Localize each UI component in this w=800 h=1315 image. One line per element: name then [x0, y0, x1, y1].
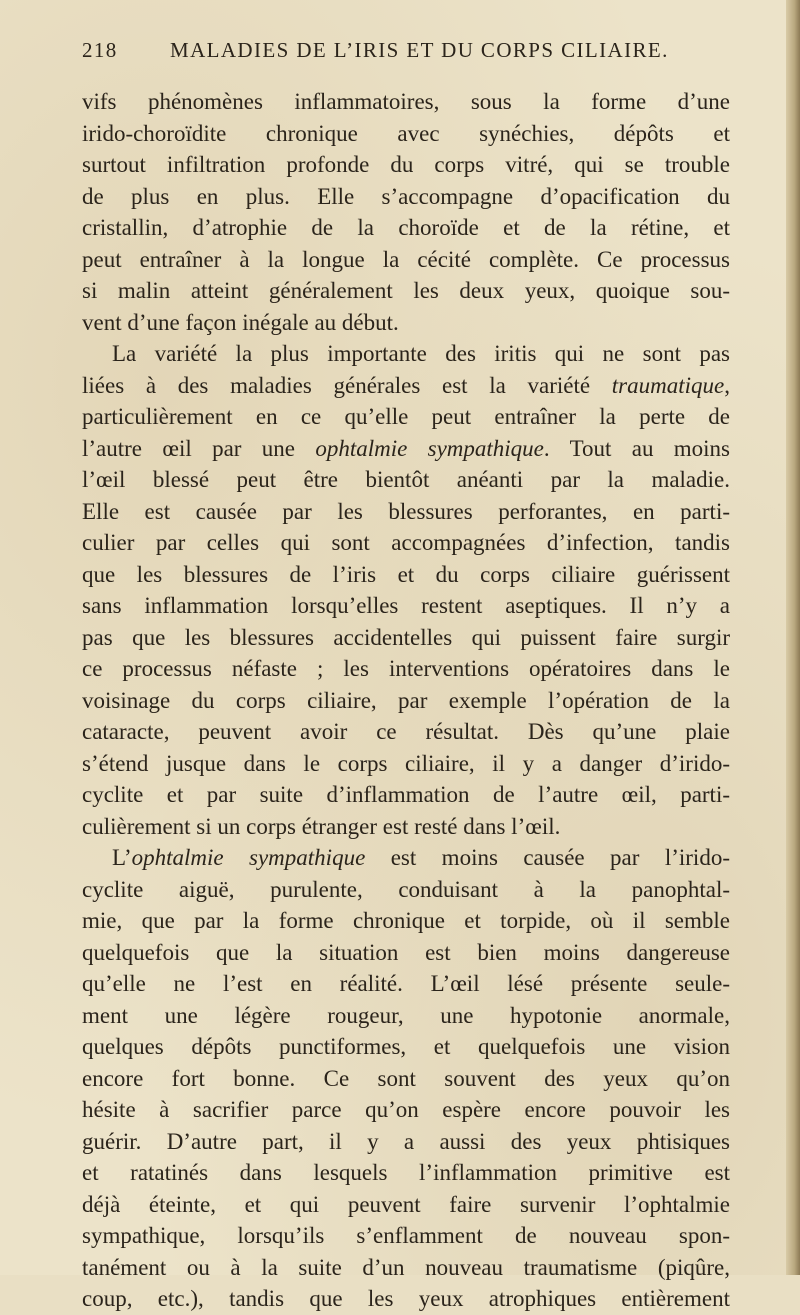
text-line: sans inflammation lorsqu’elles restent aseptiques. Il n’y a	[82, 593, 730, 618]
text-line: si malin atteint généralement les deux yeux, quoique sou-	[82, 278, 730, 303]
text-line: vifs phénomènes inflammatoires, sous la forme d’une	[82, 89, 730, 114]
text-line: irido-choroïdite chronique avec synéchies, dépôts et	[82, 120, 730, 146]
text-line: sympathique, lorsqu’ils s’enflamment de nouveau spon-	[82, 1223, 730, 1248]
text-line: La variété la plus importante des iritis qui ne sont pas	[112, 341, 730, 366]
text-line: l’œil blessé peut être bientôt anéanti par la maladie.	[82, 467, 730, 492]
text-line: voisinage du corps ciliaire, par exemple l’opération de la	[82, 687, 730, 713]
text-line: de plus en plus. Elle s’accompagne d’opacification du	[82, 183, 730, 209]
text-line: encore fort bonne. Ce sont souvent des yeux qu’on	[82, 1065, 730, 1091]
text-line: tanément ou à la suite d’un nouveau traumatisme (piqûre,	[82, 1254, 730, 1280]
text-line: quelquefois que la situation est bien moins dangereuse	[82, 939, 730, 965]
text-line: cyclite aiguë, purulente, conduisant à la panophtal-	[82, 876, 730, 902]
text-line: qu’elle ne l’est en réalité. L’œil lésé présente seule-	[82, 971, 730, 996]
text-line: Elle est causée par les blessures perforantes, en parti-	[82, 498, 730, 524]
text-line: ce processus néfaste ; les interventions opératoires dans le	[82, 656, 730, 681]
text-line: coup, etc.), tandis que les yeux atrophiques entièrement	[82, 1286, 730, 1311]
text-line: vent d’une façon inégale au début.	[82, 309, 399, 335]
text-line: surtout infiltration profonde du corps vitré, qui se trouble	[82, 152, 730, 177]
text-line: particulièrement en ce qu’elle peut entraîner la perte de	[82, 404, 730, 429]
text-line: ment une légère rougeur, une hypotonie anormale,	[82, 1002, 730, 1028]
text-line: peut entraîner à la longue la cécité complète. Ce processus	[82, 246, 730, 272]
text-line: s’étend jusque dans le corps ciliaire, il y a danger d’irido-	[82, 750, 730, 776]
text-line: et ratatinés dans lesquels l’inflammation primitive est	[82, 1160, 730, 1185]
text-line: que les blessures de l’iris et du corps ciliaire guérissent	[82, 561, 730, 587]
page-number: 218	[82, 38, 118, 62]
text-line: L’ophtalmie sympathique est moins causée par l’irido-	[112, 845, 730, 870]
running-head: MALADIES DE L’IRIS ET DU CORPS CILIAIRE.	[170, 38, 669, 62]
text-line: cyclite et par suite d’inflammation de l’autre œil, parti-	[82, 782, 730, 807]
text-line: liées à des maladies générales est la variété traumatique,	[82, 372, 730, 398]
text-line: culièrement si un corps étranger est resté dans l’œil.	[82, 813, 561, 839]
body-text	[82, 86, 730, 1315]
text-line: pas que les blessures accidentelles qui puissent faire surgir	[82, 624, 730, 650]
text-line: l’autre œil par une ophtalmie sympathique. Tout au moins	[82, 435, 731, 461]
text-line: cristallin, d’atrophie de la choroïde et de la rétine, et	[82, 215, 730, 240]
text-line: hésite à sacrifier parce qu’on espère encore pouvoir les	[82, 1097, 730, 1122]
text-line: cataracte, peuvent avoir ce résultat. Dès qu’une plaie	[82, 719, 730, 744]
text-line: culier par celles qui sont accompagnées d’infection, tandis	[82, 530, 730, 555]
text-line: guérir. D’autre part, il y a aussi des yeux phtisiques	[82, 1128, 730, 1154]
text-line: quelques dépôts punctiformes, et quelquefois une vision	[82, 1034, 730, 1059]
text-line: déjà éteinte, et qui peuvent faire survenir l’ophtalmie	[82, 1191, 730, 1217]
text-line: mie, que par la forme chronique et torpide, où il semble	[82, 908, 730, 933]
page-edge	[786, 0, 800, 1275]
page-header	[82, 38, 760, 72]
